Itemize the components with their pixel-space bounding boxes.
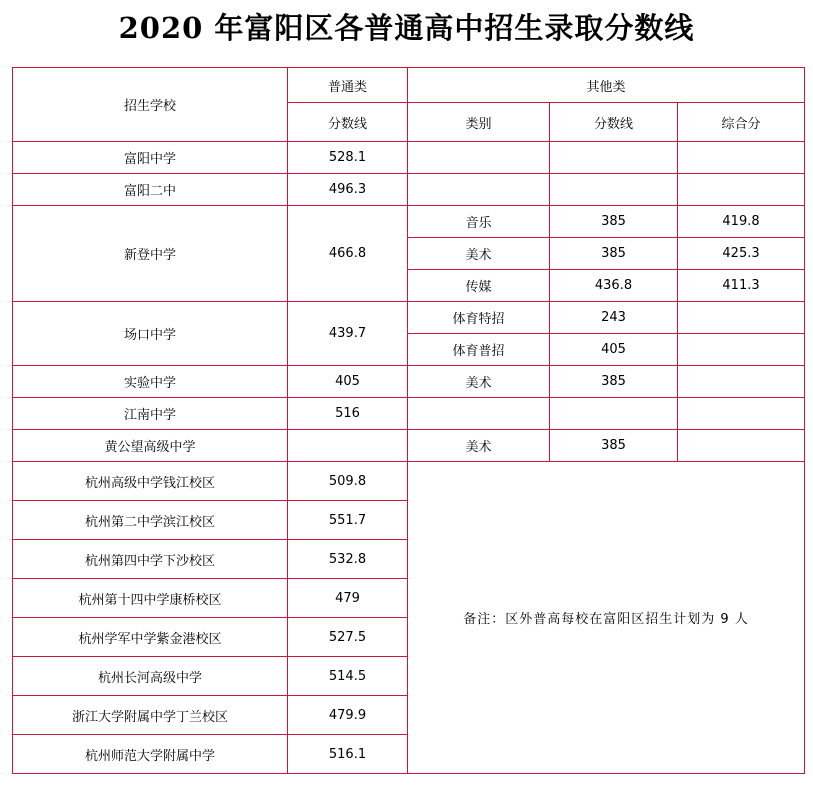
other-category (408, 398, 550, 430)
other-category: 美术 (408, 430, 550, 462)
regular-score (288, 430, 408, 462)
school-name: 杭州第十四中学康桥校区 (13, 579, 288, 618)
header-other-score-line: 分数线 (550, 103, 678, 142)
school-name: 杭州第四中学下沙校区 (13, 540, 288, 579)
composite-score: 419.8 (678, 206, 805, 238)
other-category: 美术 (408, 366, 550, 398)
header-composite: 综合分 (678, 103, 805, 142)
other-category: 体育特招 (408, 302, 550, 334)
table-row (13, 430, 805, 462)
other-category (408, 174, 550, 206)
school-name: 杭州长河高级中学 (13, 657, 288, 696)
composite-score (678, 430, 805, 462)
composite-score: 411.3 (678, 270, 805, 302)
school-name: 江南中学 (13, 398, 288, 430)
regular-score: 528.1 (288, 142, 408, 174)
school-name: 浙江大学附属中学丁兰校区 (13, 696, 288, 735)
other-category: 传媒 (408, 270, 550, 302)
regular-score: 527.5 (288, 618, 408, 657)
school-name: 黄公望高级中学 (13, 430, 288, 462)
school-name: 杭州学军中学紫金港校区 (13, 618, 288, 657)
admission-score-table (12, 67, 805, 774)
regular-score: 514.5 (288, 657, 408, 696)
composite-score (678, 142, 805, 174)
regular-score: 466.8 (288, 206, 408, 302)
regular-score: 509.8 (288, 462, 408, 501)
table-row (13, 206, 805, 238)
other-category: 体育普招 (408, 334, 550, 366)
school-name: 富阳二中 (13, 174, 288, 206)
regular-score: 532.8 (288, 540, 408, 579)
regular-score: 479 (288, 579, 408, 618)
other-score (550, 174, 678, 206)
school-name: 富阳中学 (13, 142, 288, 174)
table-row (13, 398, 805, 430)
school-name: 新登中学 (13, 206, 288, 302)
table-row (13, 366, 805, 398)
regular-score: 496.3 (288, 174, 408, 206)
other-score: 436.8 (550, 270, 678, 302)
other-score: 385 (550, 238, 678, 270)
page-title: 2020 年富阳区各普通高中招生录取分数线 (118, 11, 695, 45)
table-row (13, 174, 805, 206)
header-other: 其他类 (408, 68, 805, 103)
composite-score (678, 398, 805, 430)
other-category: 音乐 (408, 206, 550, 238)
remark-note: 备注：区外普高每校在富阳区招生计划为 9 人 (408, 462, 805, 774)
other-score (550, 142, 678, 174)
regular-score: 405 (288, 366, 408, 398)
header-score-line: 分数线 (288, 103, 408, 142)
school-name: 杭州高级中学钱江校区 (13, 462, 288, 501)
header-school: 招生学校 (13, 68, 288, 142)
composite-score (678, 334, 805, 366)
composite-score (678, 302, 805, 334)
header-regular: 普通类 (288, 68, 408, 103)
other-category (408, 142, 550, 174)
other-score (550, 398, 678, 430)
table-row (13, 142, 805, 174)
composite-score: 425.3 (678, 238, 805, 270)
composite-score (678, 366, 805, 398)
other-score: 243 (550, 302, 678, 334)
regular-score: 479.9 (288, 696, 408, 735)
school-name: 杭州师范大学附属中学 (13, 735, 288, 774)
school-name: 场口中学 (13, 302, 288, 366)
regular-score: 516.1 (288, 735, 408, 774)
table-row (13, 302, 805, 334)
regular-score: 439.7 (288, 302, 408, 366)
composite-score (678, 174, 805, 206)
other-category: 美术 (408, 238, 550, 270)
school-name: 实验中学 (13, 366, 288, 398)
other-score: 385 (550, 206, 678, 238)
header-category: 类别 (408, 103, 550, 142)
regular-score: 516 (288, 398, 408, 430)
school-name: 杭州第二中学滨江校区 (13, 501, 288, 540)
table-row (13, 462, 805, 501)
other-score: 385 (550, 366, 678, 398)
other-score: 385 (550, 430, 678, 462)
regular-score: 551.7 (288, 501, 408, 540)
other-score: 405 (550, 334, 678, 366)
